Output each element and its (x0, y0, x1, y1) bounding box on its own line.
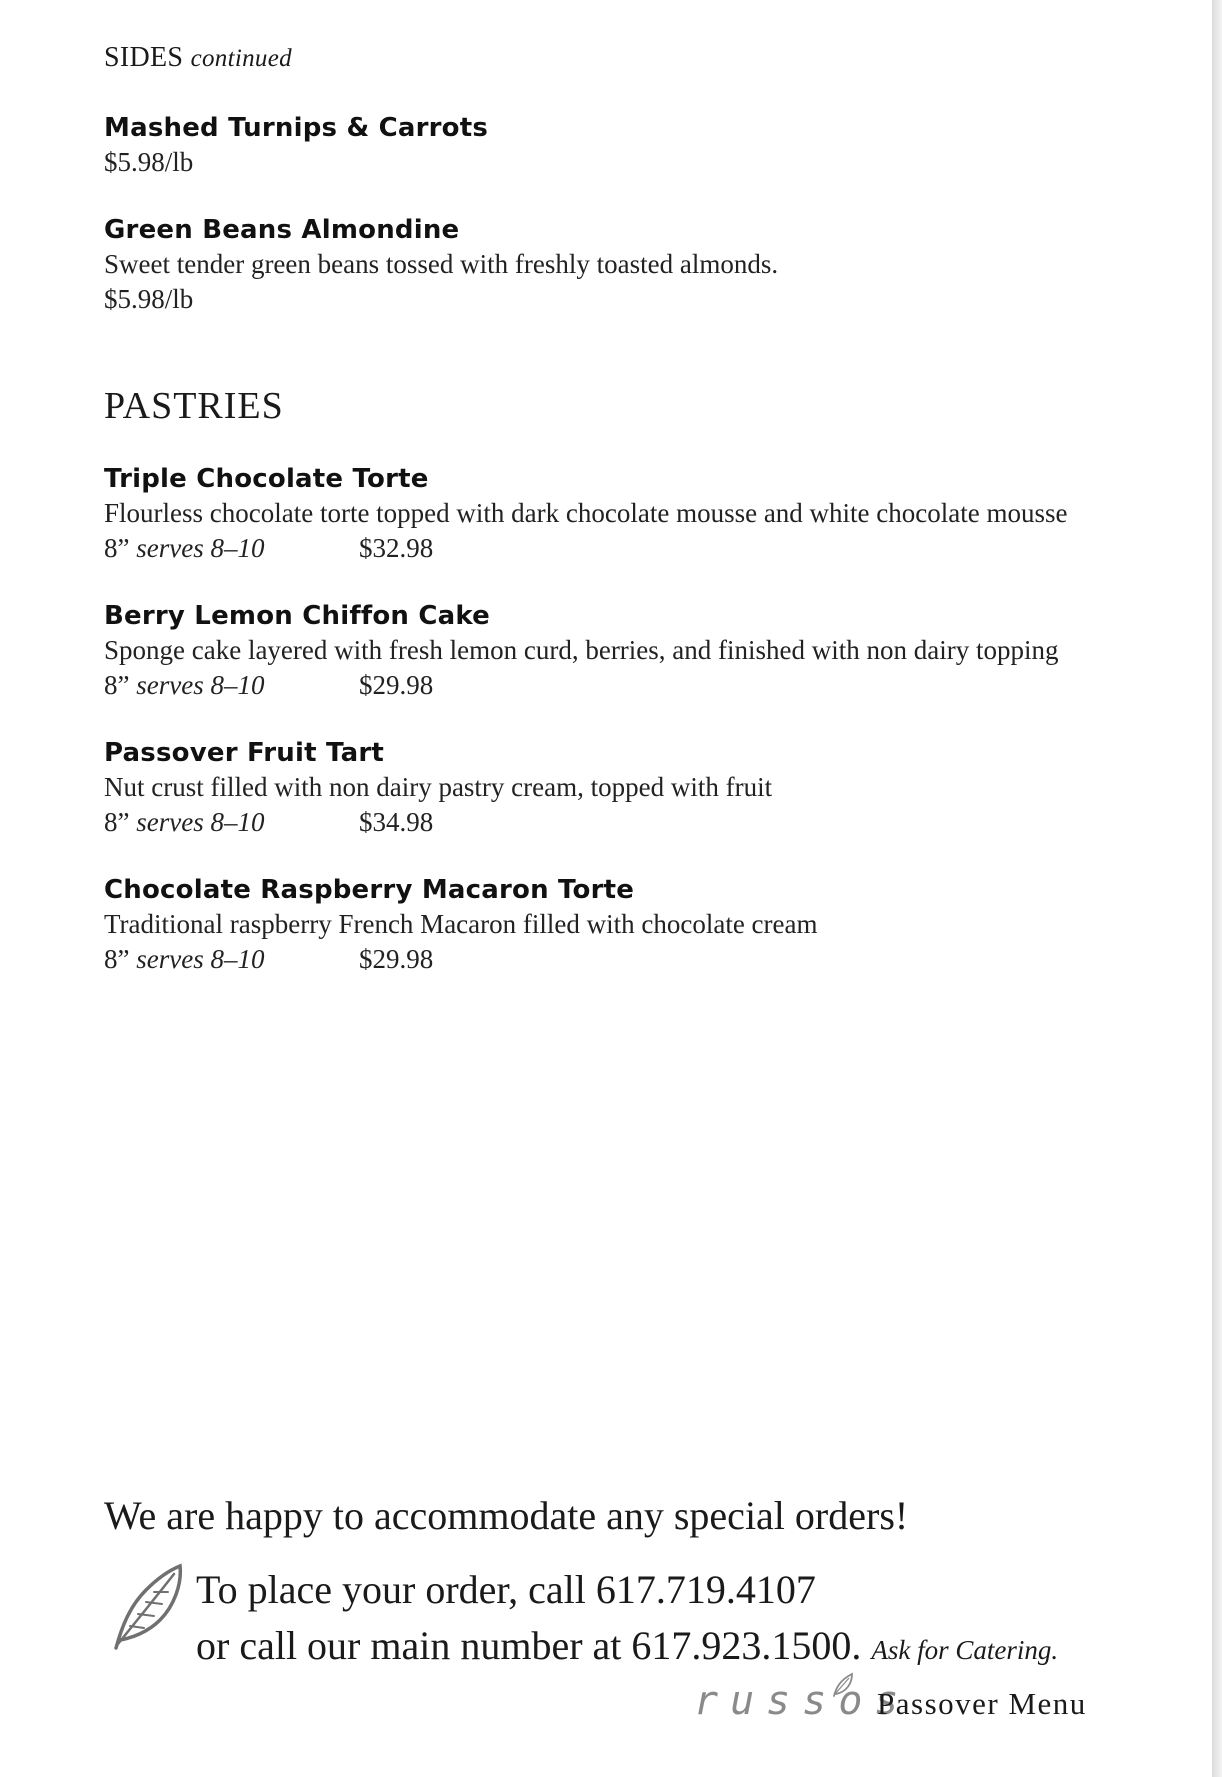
item-price: $5.98/lb (104, 147, 194, 177)
page-edge (1212, 0, 1222, 1777)
serving-size (104, 942, 359, 976)
main-number-text: or call our main number at 617.923.1500. (196, 1623, 862, 1668)
item-name: Green Beans Almondine (104, 215, 460, 245)
serving-row (104, 531, 1084, 565)
brand-signature (694, 1678, 1114, 1738)
serving-size (104, 668, 359, 702)
ask-for-catering: Ask for Catering. (871, 1635, 1059, 1665)
item-name: Chocolate Raspberry Macaron Torte (104, 875, 635, 905)
item-name: Passover Fruit Tart (104, 738, 384, 768)
size: 8” (104, 807, 130, 837)
item-description: Sweet tender green beans tossed with freshly toasted almonds. (104, 249, 779, 279)
item-price: $5.98/lb (104, 284, 194, 314)
side-item (104, 111, 1084, 179)
item-description: Nut crust filled with non dairy pastry cream, topped with fruit (104, 772, 773, 802)
item-price: $29.98 (359, 670, 434, 700)
serving-row (104, 942, 1084, 976)
serving-row (104, 805, 1084, 839)
main-number-line (196, 1618, 1114, 1678)
serves: serves 8–10 (136, 533, 265, 563)
size: 8” (104, 670, 130, 700)
item-name: Triple Chocolate Torte (104, 464, 429, 494)
size: 8” (104, 533, 130, 563)
serves: serves 8–10 (136, 807, 265, 837)
item-name: Berry Lemon Chiffon Cake (104, 601, 491, 631)
serving-size (104, 531, 359, 565)
item-name: Mashed Turnips & Carrots (104, 113, 489, 143)
size: 8” (104, 944, 130, 974)
small-leaf-icon (830, 1672, 856, 1698)
item-price: $32.98 (359, 533, 434, 563)
side-item (104, 213, 1084, 316)
pastry-item (104, 873, 1084, 976)
pastry-item (104, 736, 1084, 839)
leaf-icon (108, 1562, 184, 1652)
serves: serves 8–10 (136, 944, 265, 974)
item-description: Traditional raspberry French Macaron filled with chocolate cream (104, 909, 818, 939)
sides-heading (104, 40, 1084, 77)
order-footer (104, 1488, 1114, 1724)
menu-content (104, 40, 1084, 976)
sides-heading-text: SIDES (104, 42, 184, 73)
sides-heading-continued: continued (190, 45, 292, 72)
menu-title: Passover Menu (877, 1686, 1087, 1721)
pastry-item (104, 599, 1084, 702)
russos-logo: russos (694, 1678, 911, 1724)
order-info (104, 1562, 1114, 1678)
item-price: $34.98 (359, 807, 434, 837)
serving-size (104, 805, 359, 839)
serving-row (104, 668, 1084, 702)
special-orders-text: We are happy to accommodate any special orders! (104, 1493, 909, 1538)
pastry-item (104, 462, 1084, 565)
item-price: $29.98 (359, 944, 434, 974)
serves: serves 8–10 (136, 670, 265, 700)
pastries-title: PASTRIES (104, 385, 284, 427)
order-phone-line: To place your order, call 617.719.4107 (196, 1567, 816, 1612)
item-description: Sponge cake layered with fresh lemon curd, berries, and finished with non dairy topping (104, 635, 1059, 665)
item-description: Flourless chocolate torte topped with dark chocolate mousse and white chocolate mousse (104, 498, 1068, 528)
